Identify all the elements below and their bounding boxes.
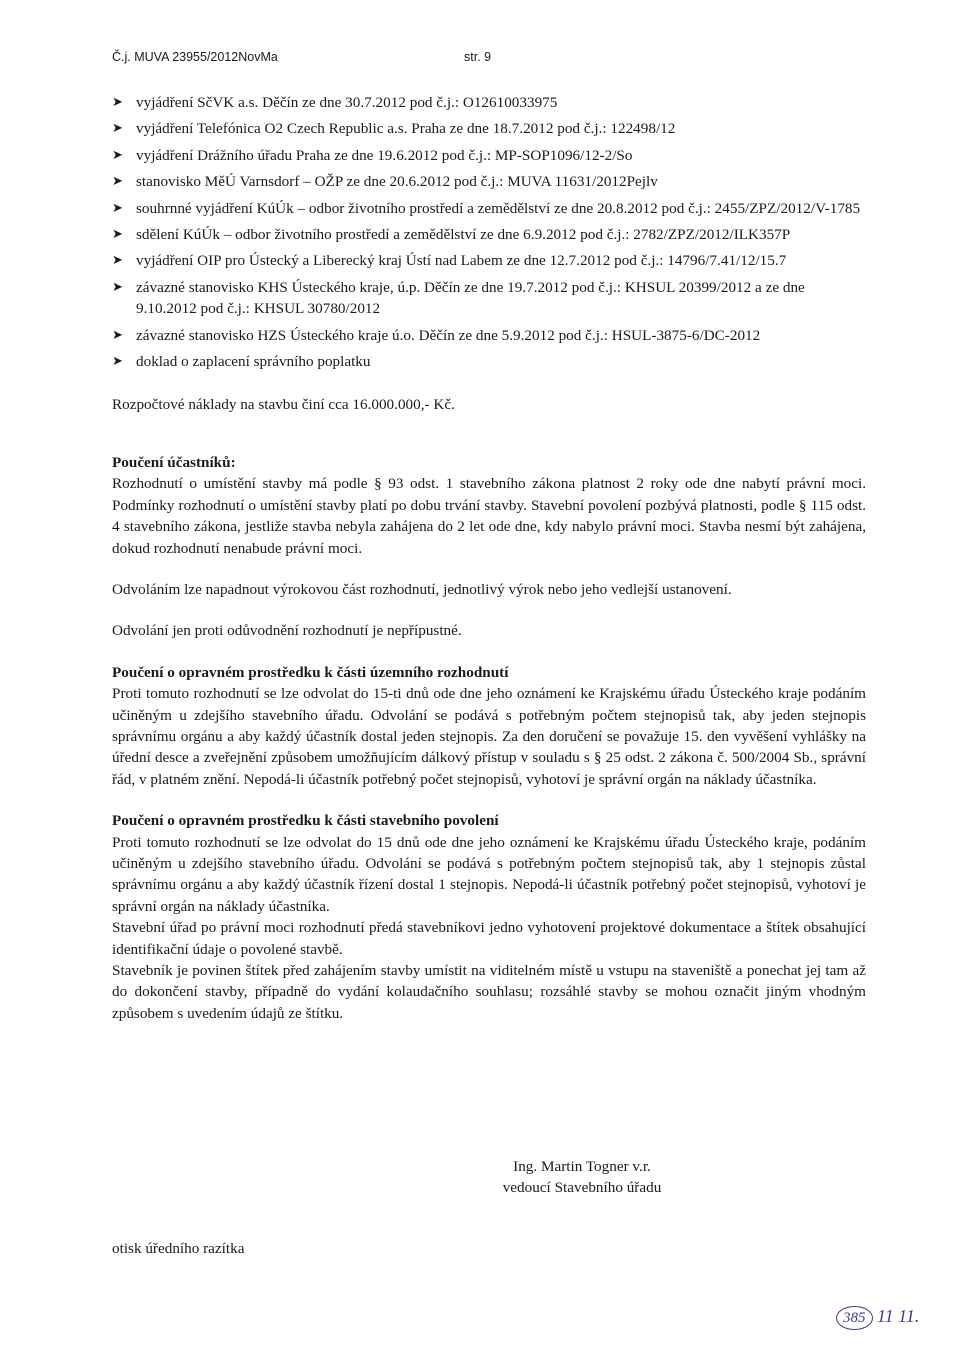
arrow-bullet-icon: ➤ xyxy=(112,95,123,110)
building-permit-appeal-text: Proti tomuto rozhodnutí se lze odvolat do 15 dnů ode dne jeho oznámení ke Krajskému úřadu Ústeckého kraje, podáním učiněným u zdejšího stavebního úřadu. Odvolání se podává s potřebným počtem stejnopisů tak, aby 1 stejnopis zůstal správnímu orgánu a aby každý účastník řízení dostal 1 stejnopis. Nepodá-li účastník potřebný počet stejnopisů, vyhotoví je správní orgán na náklady účastníka. xyxy=(112,833,866,915)
budget-line: Rozpočtové náklady na stavbu činí cca 16.000.000,- Kč. xyxy=(112,396,455,414)
signatory-name: Ing. Martin Togner v.r. xyxy=(513,1158,651,1175)
arrow-bullet-icon: ➤ xyxy=(112,253,123,269)
list-item: ➤ závazné stanovisko HZS Ústeckého kraje ú.o. Děčín ze dne 5.9.2012 pod č.j.: HSUL-3875-6/DC-2012 xyxy=(112,325,866,346)
territorial-appeal-heading: Poučení o opravném prostředku k části územního rozhodnutí xyxy=(112,663,509,681)
arrow-bullet-icon: ➤ xyxy=(112,279,123,295)
list-item: ➤ stanovisko MěÚ Varnsdorf – OŽP ze dne 20.6.2012 pod č.j.: MUVA 11631/2012Pejlv xyxy=(112,171,866,192)
signature-block xyxy=(482,1156,682,1199)
arrow-bullet-icon: ➤ xyxy=(112,327,123,343)
page-number: str. 9 xyxy=(464,50,492,64)
arrow-bullet-icon: ➤ xyxy=(112,174,123,190)
project-documentation-text: Stavební úřad po právní moci rozhodnutí předá stavebníkovi jedno vyhotovení projektové dokumentace a štítek obsahující identifikační údaje o povolené stavbě. xyxy=(112,919,866,958)
arrow-bullet-icon: ➤ xyxy=(112,121,123,137)
reference-number: Č.j. MUVA 23955/2012NovMa xyxy=(112,50,278,64)
list-item: ➤ vyjádření Drážního úřadu Praha ze dne 19.6.2012 pod č.j.: MP-SOP1096/12-2/So xyxy=(112,145,866,166)
appeal-scope-text: Odvoláním lze napadnout výrokovou část rozhodnutí, jednotlivý výrok nebo jeho vedlejší ustanovení. xyxy=(112,580,732,598)
signatory-role: vedoucí Stavebního úřadu xyxy=(502,1179,662,1197)
official-stamp-label: otisk úředního razítka xyxy=(112,1240,245,1257)
document-body xyxy=(112,92,866,1024)
participants-heading: Poučení účastníků: xyxy=(112,453,236,471)
arrow-bullet-icon: ➤ xyxy=(112,200,123,216)
list-item: ➤ doklad o zaplacení správního poplatku xyxy=(112,351,866,372)
circled-number: 385 xyxy=(836,1306,873,1330)
handwritten-note: 11 11. xyxy=(877,1306,920,1326)
attachments-list xyxy=(112,92,866,372)
arrow-bullet-icon: ➤ xyxy=(112,147,123,163)
list-item: ➤ souhrnné vyjádření KúÚk – odbor životního prostředí a zemědělství ze dne 20.8.2012 pod č.j.: 2455/ZPZ/2012/V-1785 xyxy=(112,198,866,219)
appeal-restriction-text: Odvolání jen proti odůvodnění rozhodnutí je nepřípustné. xyxy=(112,622,462,640)
list-item: ➤ vyjádření Telefónica O2 Czech Republic a.s. Praha ze dne 18.7.2012 pod č.j.: 122498/12 xyxy=(112,118,866,139)
list-item: ➤ závazné stanovisko KHS Ústeckého kraje, ú.p. Děčín ze dne 19.7.2012 pod č.j.: KHSUL 20399/2012 a ze dne 9.10.2012 pod č.j.: KHSUL 30780/2012 xyxy=(112,278,805,318)
building-permit-appeal-heading: Poučení o opravném prostředku k části stavebního povolení xyxy=(112,812,499,830)
handwritten-page-mark xyxy=(836,1306,919,1330)
arrow-bullet-icon: ➤ xyxy=(112,354,123,370)
site-sign-text: Stavebník je povinen štítek před zahájením stavby umístit na viditelném místě u vstupu na staveniště a ponechat jej tam až do dokončení stavby, případně do vydání kolaudačního souhlasu; rozsáhlé stavby se mohou označit jiným vhodným způsobem s uvedením údajů ze štítku. xyxy=(112,962,866,1022)
list-item: ➤ sdělení KúÚk – odbor životního prostředí a zemědělství ze dne 6.9.2012 pod č.j.: 2782/ZPZ/2012/ILK357P xyxy=(112,224,866,245)
participants-text: Rozhodnutí o umístění stavby má podle § 93 odst. 1 stavebního zákona platnost 2 roky ode dne nabytí právní moci. Podmínky rozhodnutí o umístění stavby platí po dobu trvání stavby. Stavební povolení pozbývá platnosti, podle § 115 odst. 4 stavebního zákona, jestliže stavba nebyla zahájena do 2 let ode dne, kdy nabylo právní moci. Stavba nesmí být zahájena, dokud rozhodnutí nenabude právní moci. xyxy=(112,475,866,557)
arrow-bullet-icon: ➤ xyxy=(112,227,123,243)
territorial-appeal-text: Proti tomuto rozhodnutí se lze odvolat do 15-ti dnů ode dne jeho oznámení ke Krajskému úřadu Ústeckého kraje podáním učiněným u zdejšího stavebního úřadu. Odvolání se podává s potřebným počtem stejnopisů tak, aby jeden stejnopis správnímu orgánu a aby každý účastník dostal jeden stejnopis. Za den doručení se považuje 15. den vyvěšení vyhlášky na úřední desce a zveřejnění způsobem umožňujícím dálkový přístup v souladu s § 25 odst. 2 zákona č. 500/2004 Sb., správní řád, v platném znění. Nepodá-li účastník potřebný počet stejnopisů, vyhotoví je správní orgán na náklady účastníka. xyxy=(112,685,866,788)
list-item: ➤ vyjádření SčVK a.s. Děčín ze dne 30.7.2012 pod č.j.: O12610033975 xyxy=(112,92,866,113)
list-item: ➤ vyjádření OIP pro Ústecký a Liberecký kraj Ústí nad Labem ze dne 12.7.2012 pod č.j.: 14796/7.41/12/15.7 xyxy=(112,250,866,271)
